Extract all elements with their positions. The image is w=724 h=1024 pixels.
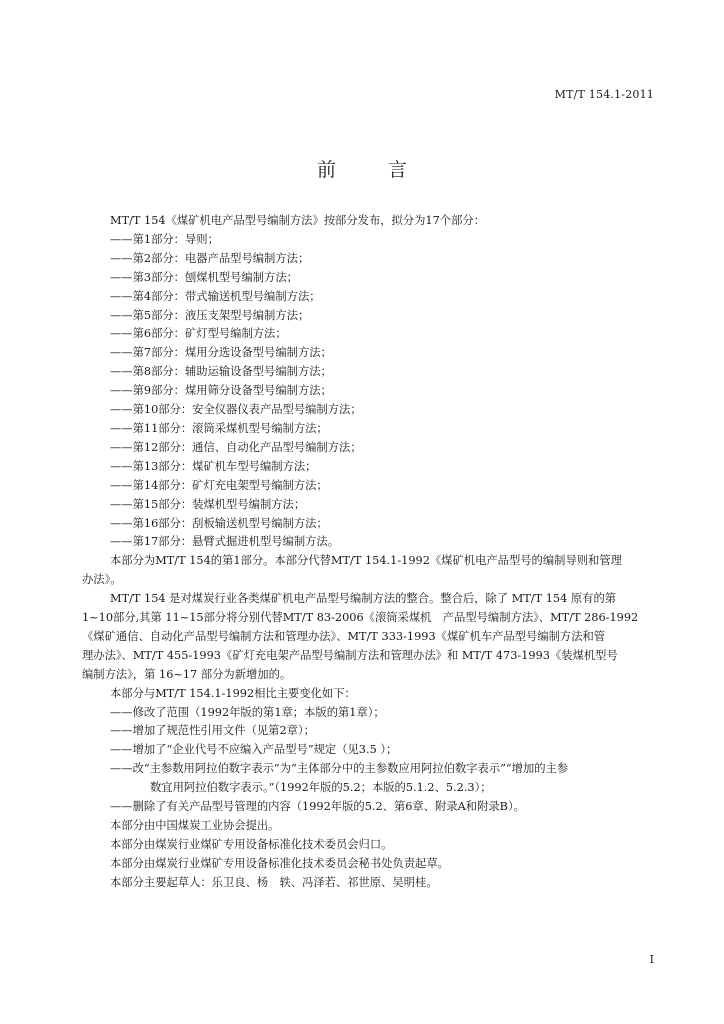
- list-item: ——第1部分：导则；: [110, 232, 219, 246]
- paragraph-line: 本部分为MT/T 154的第1部分。本部分代替MT/T 154.1-1992《煤矿机电产品型号的编制导则和管理: [110, 554, 622, 568]
- list-item: ——第8部分：辅助运输设备型号编制方法；: [110, 365, 332, 379]
- paragraph-line: 1~10部分,其第 11~15部分将分别代替MT/T 83-2006《滚筒采煤机 产品型号编制方法》、MT/T 286-1992: [82, 611, 639, 625]
- changes-list: [82, 704, 658, 817]
- intro-paragraph: MT/T 154《煤矿机电产品型号编制方法》按部分发布，拟分为17个部分：: [110, 214, 485, 227]
- list-item: ——第17部分：悬臂式掘进机型号编制方法。: [110, 535, 340, 549]
- list-item: ——第13部分：煤矿机车型号编制方法；: [110, 459, 317, 473]
- list-item: ——第7部分：煤用分选设备型号编制方法；: [110, 346, 332, 360]
- list-item: ——改“主参数用阿拉伯数字表示”为“主体部分中的主参数应用阿拉伯数字表示”“增加的主参: [110, 762, 569, 776]
- list-item: ——第9部分：煤用筛分设备型号编制方法；: [110, 384, 332, 398]
- title-char-2: 言: [388, 159, 408, 181]
- integration-paragraph: [82, 590, 658, 685]
- page-number: I: [649, 953, 654, 966]
- list-item: ——删除了有关产品型号管理的内容（1992年版的5.2、第6章、附录A和附录B）。: [110, 800, 525, 814]
- paragraph-line: 理办法》、MT/T 455-1993《矿灯充电架产品型号编制方法和管理办法》和 MT/T 473-1993《装煤机型号: [82, 648, 618, 662]
- replace-paragraph: [82, 552, 658, 590]
- list-item: ——第14部分：矿灯充电架型号编制方法；: [110, 478, 328, 492]
- closing-line: 本部分由中国煤炭工业协会提出。: [110, 819, 280, 832]
- list-item: ——第10部分：安全仪器仪表产品型号编制方法；: [110, 403, 362, 417]
- title-char-1: 前: [316, 159, 336, 181]
- closing-line: 本部分由煤炭行业煤矿专用设备标准化技术委员会归口。: [110, 837, 393, 851]
- list-item-continuation: 数宜用阿拉伯数字表示。”（1992年版的5.2；本版的5.1.2、5.2.3）；: [150, 781, 492, 795]
- list-item: ——增加了规范性引用文件（见第2章）；: [110, 724, 315, 738]
- list-item: ——第3部分：刨煤机型号编制方法；: [110, 270, 298, 284]
- list-item: ——第12部分：通信、自动化产品型号编制方法；: [110, 440, 362, 454]
- list-item: ——第4部分：带式输送机型号编制方法；: [110, 289, 321, 303]
- list-item: ——第11部分：滚筒采煤机型号编制方法；: [110, 421, 328, 435]
- standard-code: MT/T 154.1-2011: [554, 88, 654, 101]
- list-item: ——第2部分：电器产品型号编制方法；: [110, 251, 310, 265]
- closing-line: 本部分主要起草人：乐卫良、杨 轶、冯泽若、祁世原、吴明桂。: [110, 875, 438, 889]
- foreword-body: [82, 212, 658, 893]
- page-title: [0, 155, 724, 182]
- parts-list: [82, 231, 658, 552]
- changes-intro: 本部分与MT/T 154.1-1992相比主要变化如下：: [110, 686, 356, 700]
- list-item: ——增加了“企业代号不应编入产品型号”规定（见3.5 ）；: [110, 743, 398, 757]
- list-item: ——第5部分：液压支架型号编制方法；: [110, 308, 310, 322]
- list-item: ——第6部分：矿灯型号编制方法；: [110, 327, 287, 341]
- paragraph-line: 编制方法》，第 16~17 部分为新增加的。: [82, 667, 292, 681]
- list-item: ——第16部分：刮板输送机型号编制方法；: [110, 516, 328, 530]
- closing-line: 本部分由煤炭行业煤矿专用设备标准化技术委员会秘书处负责起草。: [110, 856, 449, 870]
- list-item: ——修改了范围（1992年版的第1章；本版的第1章）；: [110, 705, 385, 719]
- paragraph-line: 《煤矿通信、自动化产品型号编制方法和管理办法》、MT/T 333-1993《煤矿机车产品型号编制方法和管: [82, 629, 606, 643]
- paragraph-line: 办法》。: [82, 573, 122, 587]
- list-item: ——第15部分：装煤机型号编制方法；: [110, 497, 306, 511]
- paragraph-line: MT/T 154 是对煤炭行业各类煤矿机电产品型号编制方法的整合。整合后，除了 MT/T 154 原有的第: [110, 592, 617, 606]
- closing-lines: [82, 817, 658, 893]
